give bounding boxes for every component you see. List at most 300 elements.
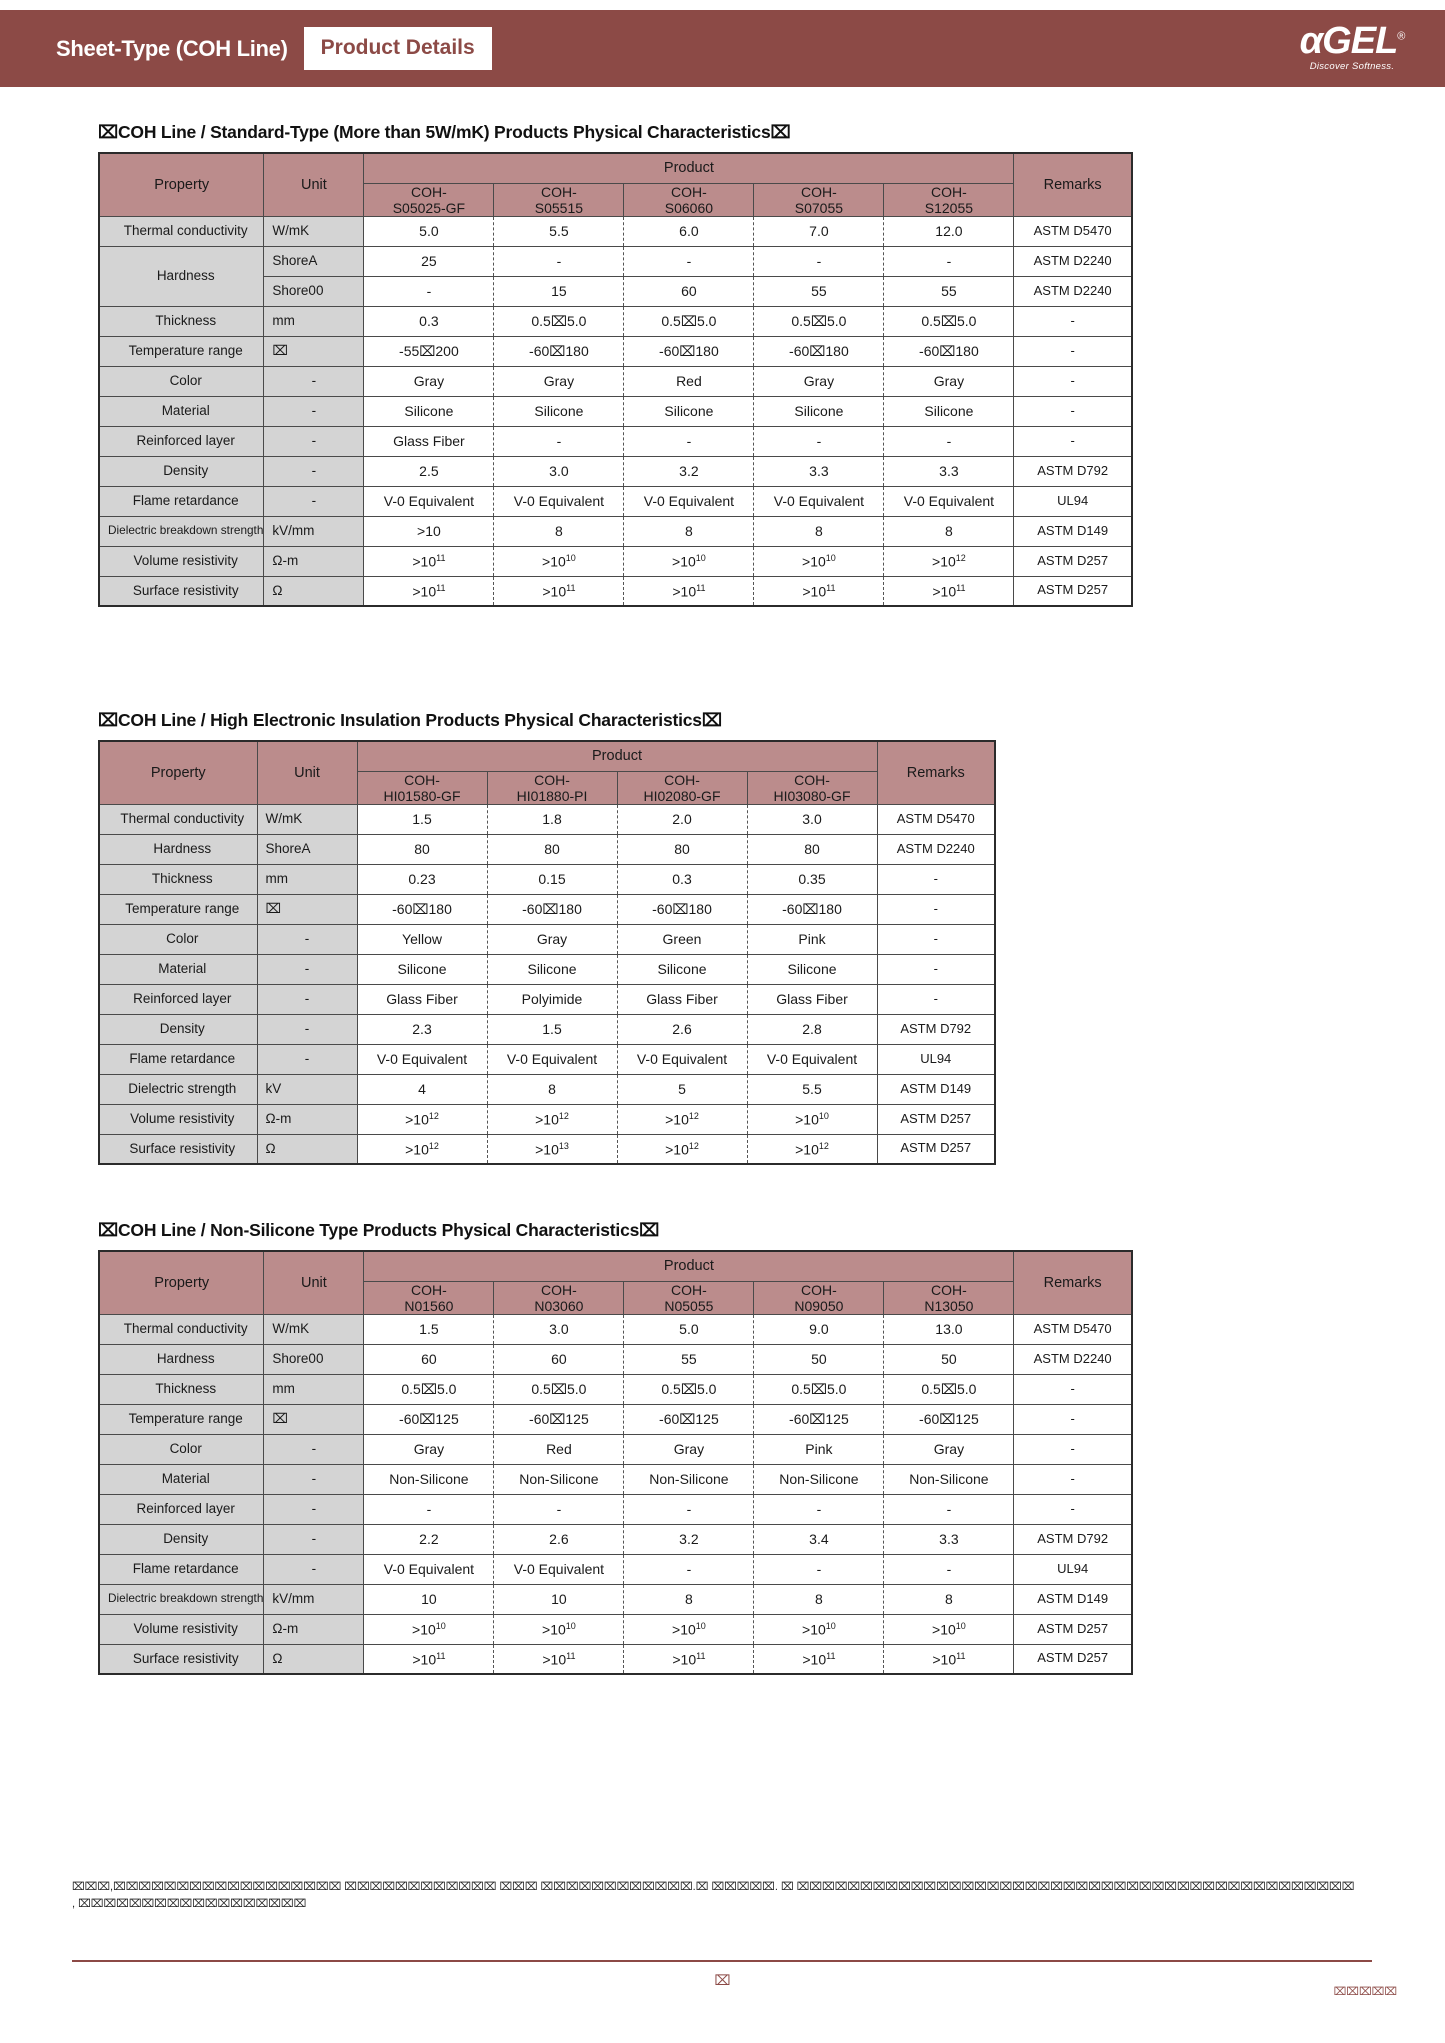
cell-value: -60⌧180 (487, 894, 617, 924)
row-header-property: Material (99, 1464, 264, 1494)
page-number: ⌧ (714, 1972, 731, 1988)
table-row (99, 396, 1132, 426)
row-header-property: Dielectric breakdown strength (99, 516, 264, 546)
cell-value: Silicone (747, 954, 877, 984)
table-body (99, 804, 995, 1164)
cell-remark: ASTM D5470 (1014, 216, 1132, 246)
cell-value: Silicone (617, 954, 747, 984)
row-unit: Ω-m (264, 546, 364, 576)
cell-value: 50 (754, 1344, 884, 1374)
cell-value: $>10^{12}$ (884, 546, 1014, 576)
cell-value: 8 (754, 1584, 884, 1614)
cell-value: -60⌧125 (494, 1404, 624, 1434)
cell-value: Silicone (624, 396, 754, 426)
table-row (99, 1524, 1132, 1554)
cell-value: Gray (884, 1434, 1014, 1464)
cell-value: 1.5 (364, 1314, 494, 1344)
table-row (99, 456, 1132, 486)
cell-remark: ASTM D792 (877, 1014, 995, 1044)
cell-value: V-0 Equivalent (364, 486, 494, 516)
table-row (99, 1134, 995, 1164)
cell-remark: ASTM D2240 (1014, 246, 1132, 276)
row-header-property: Thermal conductivity (99, 1314, 264, 1344)
table-header (99, 1251, 1132, 1314)
table-row (99, 834, 995, 864)
cell-value: 80 (617, 834, 747, 864)
cell-value: 0.5⌧5.0 (494, 306, 624, 336)
row-unit: - (257, 954, 357, 984)
table-row (99, 1374, 1132, 1404)
cell-value: 8 (884, 1584, 1014, 1614)
row-unit: - (257, 984, 357, 1014)
cell-remark: ASTM D792 (1014, 456, 1132, 486)
cell-value: $>10^{10}$ (624, 1614, 754, 1644)
cell-remark: ASTM D5470 (1014, 1314, 1132, 1344)
cell-value: - (624, 1554, 754, 1584)
row-unit: Ω-m (264, 1614, 364, 1644)
cell-value: - (884, 1494, 1014, 1524)
cell-remark: - (1014, 1434, 1132, 1464)
cell-value: 0.5⌧5.0 (494, 1374, 624, 1404)
table-row (99, 1494, 1132, 1524)
cell-value: Red (624, 366, 754, 396)
table-row (99, 1404, 1132, 1434)
cell-value: Silicone (487, 954, 617, 984)
cell-value: $>10^{11}$ (364, 1644, 494, 1674)
cell-value: 8 (624, 516, 754, 546)
row-unit: ⌧ (264, 336, 364, 366)
cell-value: V-0 Equivalent (624, 486, 754, 516)
table-header (99, 741, 995, 804)
table-row (99, 306, 1132, 336)
cell-value: 0.5⌧5.0 (364, 1374, 494, 1404)
cell-value: Gray (884, 366, 1014, 396)
col-header-product: COH- N13050 (884, 1281, 1014, 1314)
col-header-remarks: Remarks (877, 741, 995, 804)
cell-value: $>10^{11}$ (624, 576, 754, 606)
row-unit: ShoreA (257, 834, 357, 864)
cell-remark: - (1014, 366, 1132, 396)
row-header-property: Reinforced layer (99, 984, 257, 1014)
col-header-product: COH- S06060 (624, 183, 754, 216)
page-header-banner (0, 10, 1445, 87)
cell-value: Gray (624, 1434, 754, 1464)
row-header-property: Density (99, 456, 264, 486)
alpha-symbol: α (1299, 20, 1323, 62)
cell-value: 60 (624, 276, 754, 306)
page-title: Sheet-Type (COH Line) (56, 35, 288, 61)
cell-value: - (754, 1494, 884, 1524)
cell-value: 3.2 (624, 456, 754, 486)
section-title: ⌧COH Line / High Electronic Insulation Products Physical Characteristics⌧ (98, 710, 722, 730)
cell-value: 50 (884, 1344, 1014, 1374)
cell-remark: ASTM D149 (1014, 516, 1132, 546)
col-header-property: Property (99, 1251, 264, 1314)
cell-remark: ASTM D2240 (1014, 1344, 1132, 1374)
cell-value: Silicone (494, 396, 624, 426)
cell-value: 8 (754, 516, 884, 546)
section-non-silicone-type (98, 1220, 1133, 1675)
row-unit: - (264, 396, 364, 426)
table-row (99, 864, 995, 894)
cell-remark: ASTM D257 (1014, 576, 1132, 606)
row-unit: mm (264, 306, 364, 336)
row-header-property: Surface resistivity (99, 576, 264, 606)
row-header-property: Color (99, 924, 257, 954)
cell-value: 8 (494, 516, 624, 546)
cell-value: $>10^{11}$ (494, 1644, 624, 1674)
cell-value: 3.4 (754, 1524, 884, 1554)
cell-value: V-0 Equivalent (494, 1554, 624, 1584)
cell-value: 15 (494, 276, 624, 306)
cell-remark: UL94 (1014, 486, 1132, 516)
row-unit: mm (264, 1374, 364, 1404)
footer-corner-mark: ⌧⌧⌧⌧⌧ (1333, 1986, 1397, 1998)
cell-value: Pink (754, 1434, 884, 1464)
cell-remark: ASTM D257 (877, 1134, 995, 1164)
cell-value: 8 (884, 516, 1014, 546)
col-header-product: COH- N05055 (624, 1281, 754, 1314)
footnote-line-2: , ⌧⌧⌧⌧⌧⌧⌧⌧⌧⌧⌧⌧⌧⌧⌧⌧⌧⌧ (72, 1898, 307, 1911)
row-header-property: Temperature range (99, 894, 257, 924)
brand-gel-text: GEL (1322, 20, 1398, 62)
cell-value: 3.2 (624, 1524, 754, 1554)
row-header-property: Flame retardance (99, 1554, 264, 1584)
row-header-property: Dielectric strength (99, 1074, 257, 1104)
row-unit: mm (257, 864, 357, 894)
row-header-property: Color (99, 1434, 264, 1464)
cell-value: 2.6 (617, 1014, 747, 1044)
row-header-property: Reinforced layer (99, 426, 264, 456)
col-header-unit: Unit (264, 1251, 364, 1314)
cell-value: V-0 Equivalent (487, 1044, 617, 1074)
cell-value: Pink (747, 924, 877, 954)
cell-remark: - (877, 894, 995, 924)
cell-remark: - (1014, 1374, 1132, 1404)
table-row (99, 984, 995, 1014)
row-header-property: Dielectric breakdown strength (99, 1584, 264, 1614)
table-row (99, 366, 1132, 396)
cell-value: -60⌧125 (754, 1404, 884, 1434)
cell-value: 60 (494, 1344, 624, 1374)
table-row (99, 516, 1132, 546)
cell-value: $>10^{12}$ (357, 1104, 487, 1134)
row-unit: W/mK (264, 1314, 364, 1344)
cell-value: Polyimide (487, 984, 617, 1014)
cell-remark: ASTM D2240 (877, 834, 995, 864)
cell-value: 6.0 (624, 216, 754, 246)
row-header-property: Reinforced layer (99, 1494, 264, 1524)
col-header-product: COH- N03060 (494, 1281, 624, 1314)
cell-value: $>10^{10}$ (494, 546, 624, 576)
cell-value: 60 (364, 1344, 494, 1374)
cell-value: -60⌧180 (747, 894, 877, 924)
cell-value: $>10^{11}$ (494, 576, 624, 606)
cell-value: 3.0 (494, 456, 624, 486)
cell-value: 2.8 (747, 1014, 877, 1044)
cell-remark: - (1014, 1464, 1132, 1494)
cell-remark: - (1014, 396, 1132, 426)
cell-value: 0.23 (357, 864, 487, 894)
col-header-product-group: Product (357, 741, 877, 771)
row-unit: Ω (264, 576, 364, 606)
cell-value: 1.8 (487, 804, 617, 834)
col-header-property: Property (99, 153, 264, 216)
cell-value: 0.15 (487, 864, 617, 894)
cell-value: - (494, 246, 624, 276)
cell-value: 0.5⌧5.0 (624, 306, 754, 336)
cell-remark: UL94 (877, 1044, 995, 1074)
row-unit: Shore00 (264, 276, 364, 306)
cell-value: $>10^{10}$ (364, 1614, 494, 1644)
cell-value: 8 (624, 1584, 754, 1614)
cell-value: - (364, 276, 494, 306)
row-unit: W/mK (257, 804, 357, 834)
cell-value: Yellow (357, 924, 487, 954)
col-header-remarks: Remarks (1014, 153, 1132, 216)
section-title: ⌧COH Line / Standard-Type (More than 5W/mK) Products Physical Characteristics⌧ (98, 122, 791, 142)
col-header-property: Property (99, 741, 257, 804)
row-header-property: Material (99, 954, 257, 984)
cell-remark: ASTM D257 (877, 1104, 995, 1134)
cell-value: 0.5⌧5.0 (884, 306, 1014, 336)
cell-value: 80 (487, 834, 617, 864)
cell-remark: ASTM D149 (1014, 1584, 1132, 1614)
cell-value: $>10^{11}$ (364, 576, 494, 606)
cell-value: 2.6 (494, 1524, 624, 1554)
cell-value: 25 (364, 246, 494, 276)
row-header-property: Thickness (99, 1374, 264, 1404)
cell-value: -60⌧180 (624, 336, 754, 366)
cell-value: 0.5⌧5.0 (754, 306, 884, 336)
cell-value: Non-Silicone (884, 1464, 1014, 1494)
cell-value: V-0 Equivalent (494, 486, 624, 516)
row-unit: Ω-m (257, 1104, 357, 1134)
cell-value: $>10^{10}$ (494, 1614, 624, 1644)
table-row (99, 546, 1132, 576)
cell-value: Glass Fiber (364, 426, 494, 456)
cell-value: $>10^{11}$ (624, 1644, 754, 1674)
col-header-product: COH- HI02080-GF (617, 771, 747, 804)
cell-value: 4 (357, 1074, 487, 1104)
cell-value: 10 (364, 1584, 494, 1614)
section-standard-type (98, 122, 1133, 607)
col-header-product: COH- N01560 (364, 1281, 494, 1314)
cell-value: Green (617, 924, 747, 954)
cell-remark: - (1014, 1494, 1132, 1524)
cell-value: 3.3 (884, 456, 1014, 486)
cell-value: - (624, 1494, 754, 1524)
table-row (99, 1074, 995, 1104)
cell-value: 8 (487, 1074, 617, 1104)
row-unit: Shore00 (264, 1344, 364, 1374)
table-header-row-group (99, 1251, 1132, 1281)
cell-value: V-0 Equivalent (884, 486, 1014, 516)
table-row (99, 1554, 1132, 1584)
cell-value: Non-Silicone (494, 1464, 624, 1494)
table-row (99, 426, 1132, 456)
row-unit: - (264, 456, 364, 486)
cell-value: Glass Fiber (747, 984, 877, 1014)
cell-value: Glass Fiber (617, 984, 747, 1014)
cell-value: -60⌧180 (357, 894, 487, 924)
cell-value: 5.5 (747, 1074, 877, 1104)
brand-tagline: Discover Softness. (1309, 61, 1395, 72)
cell-remark: - (1014, 306, 1132, 336)
spec-table-high-electronic-insulation (98, 740, 996, 1165)
cell-value: Gray (487, 924, 617, 954)
cell-value: 3.3 (754, 456, 884, 486)
col-header-remarks: Remarks (1014, 1251, 1132, 1314)
row-header-property: Thickness (99, 864, 257, 894)
cell-remark: - (1014, 1404, 1132, 1434)
cell-value: Gray (494, 366, 624, 396)
cell-value: 0.35 (747, 864, 877, 894)
row-header-property: Flame retardance (99, 1044, 257, 1074)
row-header-property: Flame retardance (99, 486, 264, 516)
cell-value: Gray (364, 366, 494, 396)
section-title: ⌧COH Line / Non-Silicone Type Products Physical Characteristics⌧ (98, 1220, 660, 1240)
cell-value: 3.3 (884, 1524, 1014, 1554)
cell-value: -60⌧125 (364, 1404, 494, 1434)
cell-value: $>10^{12}$ (747, 1134, 877, 1164)
cell-value: 7.0 (754, 216, 884, 246)
cell-value: 0.3 (364, 306, 494, 336)
col-header-product: COH- S05025-GF (364, 183, 494, 216)
table-header-row-group (99, 741, 995, 771)
col-header-product: COH- S12055 (884, 183, 1014, 216)
cell-value: 0.5⌧5.0 (754, 1374, 884, 1404)
cell-value: $>10^{13}$ (487, 1134, 617, 1164)
cell-value: $>10^{10}$ (747, 1104, 877, 1134)
product-details-chip: Product Details (304, 27, 492, 70)
cell-value: - (754, 1554, 884, 1584)
cell-value: 2.3 (357, 1014, 487, 1044)
cell-remark: ASTM D257 (1014, 1614, 1132, 1644)
cell-value: Non-Silicone (624, 1464, 754, 1494)
cell-remark: ASTM D2240 (1014, 276, 1132, 306)
row-unit: - (264, 1434, 364, 1464)
cell-value: $>10^{11}$ (364, 546, 494, 576)
cell-value: 55 (754, 276, 884, 306)
table-header-row-group (99, 153, 1132, 183)
cell-value: - (754, 246, 884, 276)
cell-value: 5 (617, 1074, 747, 1104)
spec-table-non-silicone-type (98, 1250, 1133, 1675)
row-header-property: Thermal conductivity (99, 804, 257, 834)
row-header-property: Density (99, 1524, 264, 1554)
cell-value: 80 (747, 834, 877, 864)
col-header-product-group: Product (364, 1251, 1014, 1281)
table-row (99, 486, 1132, 516)
cell-value: $>10^{10}$ (884, 1614, 1014, 1644)
cell-value: 13.0 (884, 1314, 1014, 1344)
row-header-property: Density (99, 1014, 257, 1044)
cell-value: -60⌧125 (884, 1404, 1014, 1434)
footer-divider (72, 1960, 1372, 1962)
cell-value: 55 (624, 1344, 754, 1374)
cell-value: - (624, 246, 754, 276)
cell-value: 1.5 (487, 1014, 617, 1044)
cell-value: 1.5 (357, 804, 487, 834)
cell-value: $>10^{11}$ (884, 576, 1014, 606)
col-header-unit: Unit (257, 741, 357, 804)
registered-trademark-icon: ® (1397, 30, 1405, 43)
cell-value: $>10^{10}$ (624, 546, 754, 576)
table-row (99, 1464, 1132, 1494)
row-header-property: Thermal conductivity (99, 216, 264, 246)
row-header-property: Hardness (99, 834, 257, 864)
table-row (99, 1314, 1132, 1344)
row-unit: - (264, 486, 364, 516)
cell-value: $>10^{12}$ (617, 1134, 747, 1164)
row-unit: ⌧ (257, 894, 357, 924)
table-row (99, 954, 995, 984)
cell-remark: ASTM D149 (877, 1074, 995, 1104)
alpha-gel-logo (1287, 22, 1417, 72)
row-unit: - (264, 1494, 364, 1524)
col-header-product: COH- HI03080-GF (747, 771, 877, 804)
table-row (99, 1614, 1132, 1644)
table-row (99, 1584, 1132, 1614)
cell-value: -60⌧180 (884, 336, 1014, 366)
table-row (99, 216, 1132, 246)
col-header-product-group: Product (364, 153, 1014, 183)
row-header-property: Surface resistivity (99, 1134, 257, 1164)
col-header-product: COH- HI01580-GF (357, 771, 487, 804)
row-unit: kV (257, 1074, 357, 1104)
row-unit: kV/mm (264, 516, 364, 546)
cell-remark: - (877, 924, 995, 954)
row-header-property: Volume resistivity (99, 546, 264, 576)
cell-value: V-0 Equivalent (754, 486, 884, 516)
cell-value: - (884, 1554, 1014, 1584)
cell-value: -60⌧180 (754, 336, 884, 366)
cell-value: Silicone (754, 396, 884, 426)
cell-value: V-0 Equivalent (747, 1044, 877, 1074)
row-unit: Ω (264, 1644, 364, 1674)
cell-value: 0.3 (617, 864, 747, 894)
cell-value: 0.5⌧5.0 (624, 1374, 754, 1404)
cell-value: -55⌧200 (364, 336, 494, 366)
row-unit: - (264, 1464, 364, 1494)
cell-value: $>10^{12}$ (357, 1134, 487, 1164)
cell-value: 5.0 (624, 1314, 754, 1344)
col-header-product: COH- S05515 (494, 183, 624, 216)
cell-value: Red (494, 1434, 624, 1464)
cell-value: -60⌧125 (624, 1404, 754, 1434)
cell-remark: ASTM D257 (1014, 546, 1132, 576)
cell-value: $>10^{10}$ (754, 546, 884, 576)
footnote-block (72, 1879, 1392, 1913)
table-header (99, 153, 1132, 216)
row-unit: - (264, 1554, 364, 1584)
row-unit: - (257, 1014, 357, 1044)
cell-value: - (494, 426, 624, 456)
table-row (99, 924, 995, 954)
cell-value: - (884, 246, 1014, 276)
spec-table-standard-type (98, 152, 1133, 607)
cell-remark: - (1014, 336, 1132, 366)
cell-value: $>10^{12}$ (617, 1104, 747, 1134)
row-unit: - (264, 366, 364, 396)
row-header-property: Temperature range (99, 1404, 264, 1434)
row-unit: Ω (257, 1134, 357, 1164)
col-header-product: COH- N09050 (754, 1281, 884, 1314)
cell-value: 55 (884, 276, 1014, 306)
row-header-property: Hardness (99, 246, 264, 306)
table-body (99, 1314, 1132, 1674)
